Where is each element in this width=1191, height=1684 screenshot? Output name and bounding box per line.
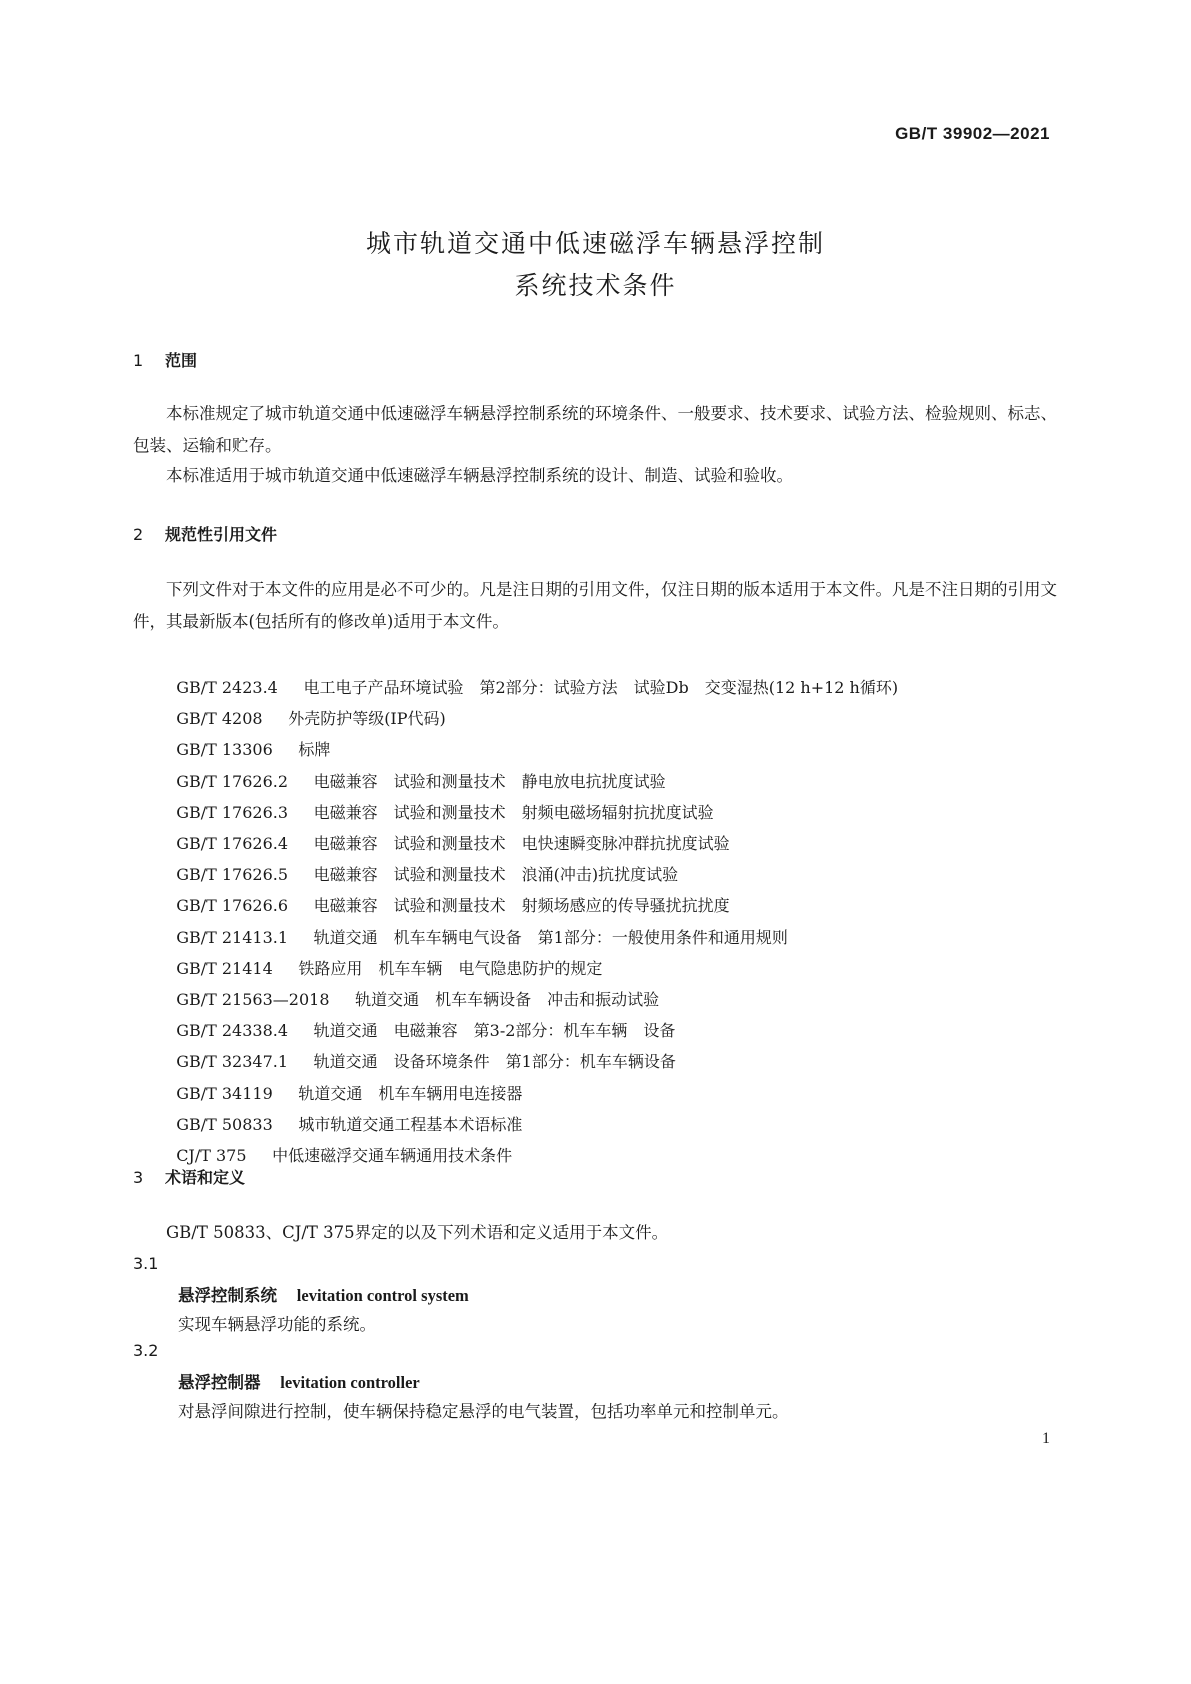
clause-number: 3.1 [133,1254,159,1273]
section-2-intro: 下列文件对于本文件的应用是必不可少的。凡是注日期的引用文件，仅注日期的版本适用于本文件。凡是不注日期的引用文件，其最新版本(包括所有的修改单)适用于本文件。 [133,580,1057,631]
reference-item: CJ/T 375 中低速磁浮交通车辆通用技术条件 [176,1146,513,1166]
title-line-2: 系统技术条件 [514,271,677,300]
term-english: levitation control system [296,1286,469,1305]
term-english: levitation controller [280,1373,420,1392]
reference-item: GB/T 17626.2 电磁兼容 试验和测量技术 静电放电抗扰度试验 [176,771,666,791]
section-1-paragraph-1: 本标准规定了城市轨道交通中低速磁浮车辆悬浮控制系统的环境条件、一般要求、技术要求、试验方法、检验规则、标志、包装、运输和贮存。 [133,404,1057,455]
section-1-number: 1 [133,351,144,370]
reference-item: GB/T 24338.4 轨道交通 电磁兼容 第3-2部分：机车车辆 设备 [176,1021,676,1041]
term-definition: 实现车辆悬浮功能的系统。 [178,1315,376,1334]
section-2-number: 2 [133,525,144,544]
section-2-heading [133,522,277,545]
section-1-heading [133,348,197,371]
section-3-title: 术语和定义 [165,1168,246,1187]
standard-code: GB/T 39902—2021 [895,124,1050,143]
title-line-1: 城市轨道交通中低速磁浮车辆悬浮控制 [365,229,825,258]
reference-item: GB/T 50833 城市轨道交通工程基本术语标准 [176,1114,523,1134]
reference-item: GB/T 13306 标牌 [176,740,331,760]
reference-item: GB/T 34119 轨道交通 机车车辆用电连接器 [176,1083,523,1103]
reference-item: GB/T 17626.6 电磁兼容 试验和测量技术 射频场感应的传导骚扰抗扰度 [176,896,730,916]
term-chinese: 悬浮控制系统 [178,1286,277,1305]
reference-item: GB/T 21413.1 轨道交通 机车车辆电气设备 第1部分：一般使用条件和通用规则 [176,927,788,947]
section-1-title: 范围 [165,351,198,370]
clause-number: 3.2 [133,1341,159,1360]
term-entry [178,1282,469,1306]
term-entry [178,1369,420,1393]
section-3-intro: GB/T 50833、CJ/T 375界定的以及下列术语和定义适用于本文件。 [166,1223,669,1242]
reference-item: GB/T 17626.3 电磁兼容 试验和测量技术 射频电磁场辐射抗扰度试验 [176,802,714,822]
reference-item: GB/T 32347.1 轨道交通 设备环境条件 第1部分：机车车辆设备 [176,1052,676,1072]
reference-item: GB/T 4208 外壳防护等级(IP代码) [176,709,446,729]
reference-item: GB/T 17626.4 电磁兼容 试验和测量技术 电快速瞬变脉冲群抗扰度试验 [176,834,730,854]
section-3-number: 3 [133,1168,144,1187]
term-definition: 对悬浮间隙进行控制，使车辆保持稳定悬浮的电气装置，包括功率单元和控制单元。 [178,1402,789,1421]
reference-item: GB/T 2423.4 电工电子产品环境试验 第2部分：试验方法 试验Db 交变湿热(12 h+12 h循环) [176,678,899,697]
page-number: 1 [1042,1430,1050,1447]
term-chinese: 悬浮控制器 [178,1373,261,1392]
section-2-title: 规范性引用文件 [165,525,278,544]
reference-item: GB/T 17626.5 电磁兼容 试验和测量技术 浪涌(冲击)抗扰度试验 [176,865,679,885]
reference-item: GB/T 21563—2018 轨道交通 机车车辆设备 冲击和振动试验 [176,990,660,1010]
section-3-heading [133,1165,245,1188]
section-1-paragraph-2: 本标准适用于城市轨道交通中低速磁浮车辆悬浮控制系统的设计、制造、试验和验收。 [166,466,793,485]
document-title [0,223,1191,307]
reference-item: GB/T 21414 铁路应用 机车车辆 电气隐患防护的规定 [176,958,603,978]
reference-list [133,672,1057,1171]
